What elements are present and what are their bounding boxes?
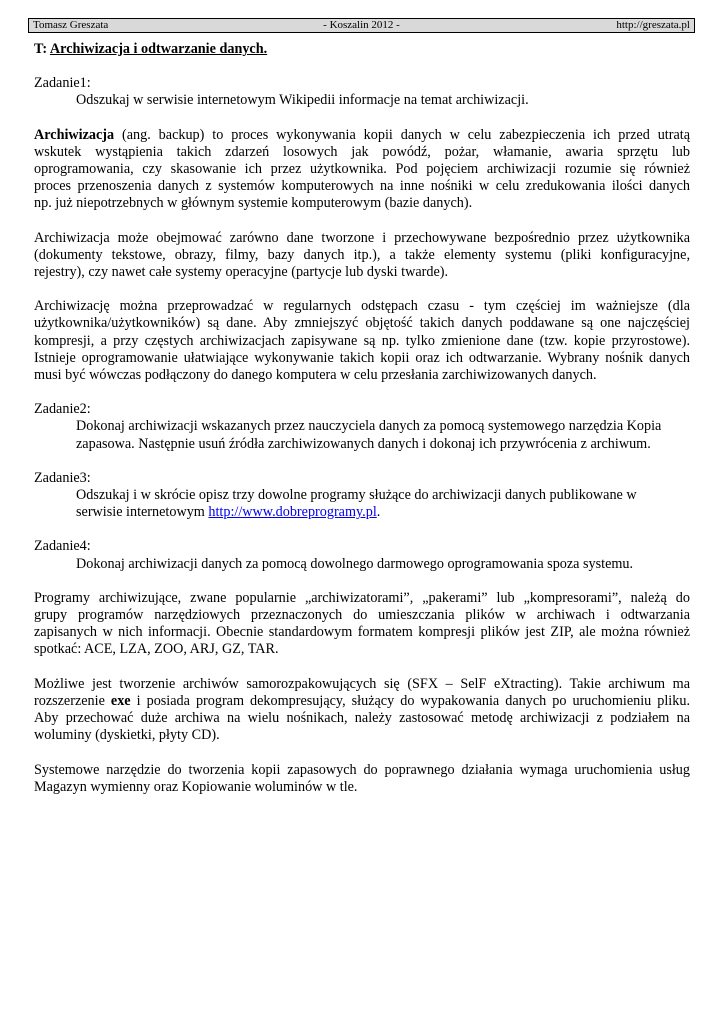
header-url: http://greszata.pl	[616, 19, 690, 31]
document-body	[34, 41, 690, 796]
task2-label: Zadanie2:	[34, 401, 91, 418]
task2-text: Dokonaj archiwizacji wskazanych przez nauczyciela danych za pomocą systemowego narzędzia Kopia zapasowa. Następnie usuń źródła zarchiwizowanych danych i dokonaj ich przywrócenia z archiwum.	[76, 418, 662, 452]
header-location-year: - Koszalin 2012 -	[323, 19, 400, 31]
definition-term: Archiwizacja	[34, 126, 115, 143]
exe-extension: exe	[110, 692, 131, 709]
page-title	[34, 41, 690, 58]
title-text: Archiwizacja i odtwarzanie danych.	[49, 41, 268, 57]
paragraph-scope: Archiwizacja może obejmować zarówno dane tworzone i przechowywane bezpośrednio przez użytkownika (dokumenty tekstowe, obrazy, filmy, bazy danych itp.), a także elementy systemu (pliki konfiguracyjne, rejestry), czy nawet całe systemy operacyjne (partycje lub dyski twarde).	[34, 229, 690, 281]
paragraph-services: Systemowe narzędzie do tworzenia kopii zapasowych do poprawnego działania wymaga uruchomienia usług Magazyn wymienny oraz Kopiowanie woluminów w tle.	[34, 761, 690, 795]
task1-text: Odszukaj w serwisie internetowym Wikipedii informacje na temat archiwizacji.	[76, 92, 529, 109]
paragraph-schedule: Archiwizację można przeprowadzać w regularnych odstępach czasu - tym częściej im ważniejsze (dla użytkownika/użytkowników) są dane. Aby zmniejszyć objętość takich danych poddawane są one najczęściej kompresji, a przy częstych archiwizacjach zapisywane są np. tylko zmienione dane (tzw. kopie przyrostowe). Istnieje oprogramowanie ułatwiające wykonywanie takich kopii oraz ich odtwarzanie. Wybrany nośnik danych musi być wówczas podłączony do danego komputera w celu przesłania zarchiwizowanych danych.	[34, 298, 690, 384]
paragraph-sfx: Możliwe jest tworzenie archiwów samorozpakowujących się (SFX – SelF eXtracting). Takie archiwum ma rozszerzenie exe i posiada program dekompresujący, służący do wypakowania danych po uruchomieniu pliku. Aby przechować duże archiwa na wielu nośnikach, należy zastosować metodę archiwizacji z podziałem na woluminy (dyskietki, płyty CD).	[34, 675, 690, 744]
header-author: Tomasz Greszata	[33, 19, 109, 31]
task3-text: Odszukaj i w skrócie opisz trzy dowolne programy służące do archiwizacji danych publikowane w serwisie internetowym http://www.dobreprogramy.pl.	[76, 487, 637, 521]
task4-text: Dokonaj archiwizacji danych za pomocą dowolnego darmowego oprogramowania spoza systemu.	[76, 555, 634, 572]
task3-label: Zadanie3:	[34, 469, 91, 486]
task4-label: Zadanie4:	[34, 538, 91, 555]
paragraph-programs: Programy archiwizujące, zwane popularnie „archiwizatorami”, „pakerami” lub „kompresorami”, należą do grupy programów narzędziowych przeznaczonych do umieszczania plików w archiwach i odtwarzania zapisanych w nich informacji. Obecnie standardowym formatem kompresji plików jest ZIP, ale można również spotkać: ACE, LZA, ZOO, ARJ, GZ, TAR.	[34, 589, 690, 658]
title-prefix: T:	[34, 41, 50, 57]
task1-label: Zadanie1:	[34, 75, 91, 92]
page-header	[28, 18, 695, 33]
paragraph-definition: Archiwizacja (ang. backup) to proces wykonywania kopii danych w celu zabezpieczenia ich przed utratą wskutek wystąpienia takich zdarzeń losowych jak powódź, pożar, włamanie, awaria sprzętu lub oprogramowania, czy skasowanie ich przez użytkownika. Pod pojęciem archiwizacji rozumie się również proces przenoszenia danych z systemów komputerowych na inne nośniki w celu zredukowania ilości danych np. już niepotrzebnych w głównym systemie komputerowym (bazie danych).	[34, 126, 690, 212]
dobreprogramy-link[interactable]: http://www.dobreprogramy.pl	[208, 504, 377, 521]
